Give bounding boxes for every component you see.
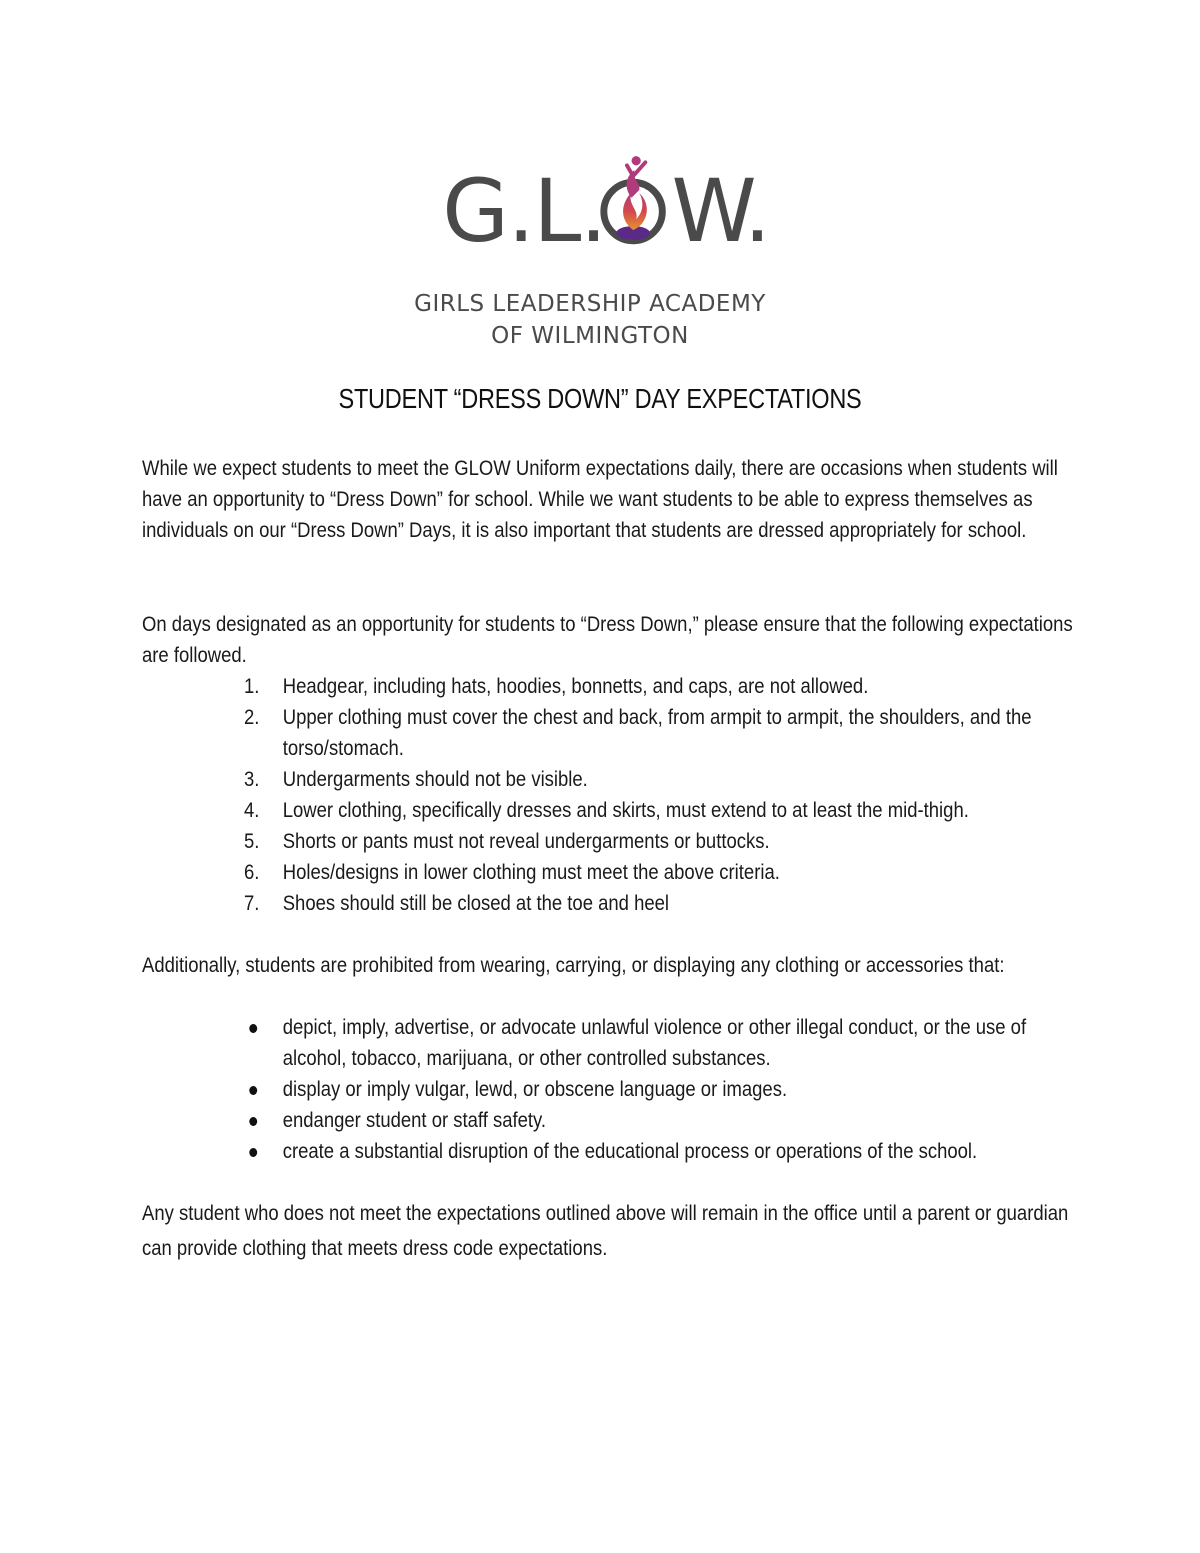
dress-down-days-paragraph: On days designated as an opportunity for students to “Dress Down,” please ensure that the following expectations are followed. [142,613,1073,667]
list-item-text: Holes/designs in lower clothing must meet the above criteria. [282,861,780,884]
list-item-text: Shorts or pants must not reveal undergarments or buttocks. [282,830,770,853]
list-number: 5. [244,830,260,853]
closing-paragraph: Any student who does not meet the expectations outlined above will remain in the office until a parent or guardian can provide clothing that meets dress code expectations. [142,1202,1069,1260]
bullet-icon [249,1024,257,1033]
list-item-text: endanger student or staff safety. [282,1109,547,1132]
glow-logo [395,150,805,350]
list-item-text: Headgear, including hats, hoodies, bonnetts, and caps, are not allowed. [282,675,869,698]
list-item-text: Upper clothing must cover the chest and back, from armpit to armpit, the shoulders, and the torso/stomach. [282,706,1032,760]
bullet-icon [249,1148,257,1157]
list-number: 3. [244,768,260,791]
list-number: 7. [244,892,260,915]
list-item [244,826,1071,857]
list-item [244,888,1071,919]
list-item [244,1105,1071,1136]
list-number: 4. [244,799,260,822]
prohibited-list [244,1012,1071,1167]
svg-text:W.: W. [671,161,769,250]
list-number: 6. [244,861,260,884]
prohibited-intro-paragraph: Additionally, students are prohibited from wearing, carrying, or displaying any clothing or accessories that: [142,954,1005,977]
document-title: STUDENT “DRESS DOWN” DAY EXPECTATIONS [338,383,862,414]
list-item-text: depict, imply, advertise, or advocate unlawful violence or other illegal conduct, or the use of alcohol, tobacco, marijuana, or other controlled substances. [282,1016,1027,1070]
list-number: 2. [244,706,260,729]
list-item-text: Undergarments should not be visible. [282,768,588,791]
bullet-icon [249,1117,257,1126]
list-item [244,1136,1071,1167]
list-item [244,795,1071,826]
list-item [244,764,1071,795]
intro-paragraph: While we expect students to meet the GLOW Uniform expectations daily, there are occasions when students will have an opportunity to “Dress Down” for school. While we want students to be able to express themselves as individuals on our “Dress Down” Days, it is also important that students are dressed appropriately for school. [142,457,1058,542]
glow-wordmark-logo [395,150,805,250]
list-item-text: display or imply vulgar, lewd, or obscene language or images. [282,1078,788,1101]
list-item-text: create a substantial disruption of the educational process or operations of the school. [282,1140,978,1163]
list-item-text: Lower clothing, specifically dresses and skirts, must extend to at least the mid-thigh. [282,799,969,822]
list-item-text: Shoes should still be closed at the toe and heel [282,892,670,915]
list-item [244,857,1071,888]
svg-text:G.L.: G.L. [442,161,606,250]
list-item [244,1074,1071,1105]
list-item [244,702,1071,764]
list-item [244,1012,1071,1074]
logo-subtitle-line1: GIRLS LEADERSHIP ACADEMY [414,291,766,317]
list-number: 1. [244,675,260,698]
expectations-list [244,671,1071,919]
list-item [244,671,1071,702]
logo-subtitle-line2: OF WILMINGTON [491,323,689,349]
bullet-icon [249,1086,257,1095]
